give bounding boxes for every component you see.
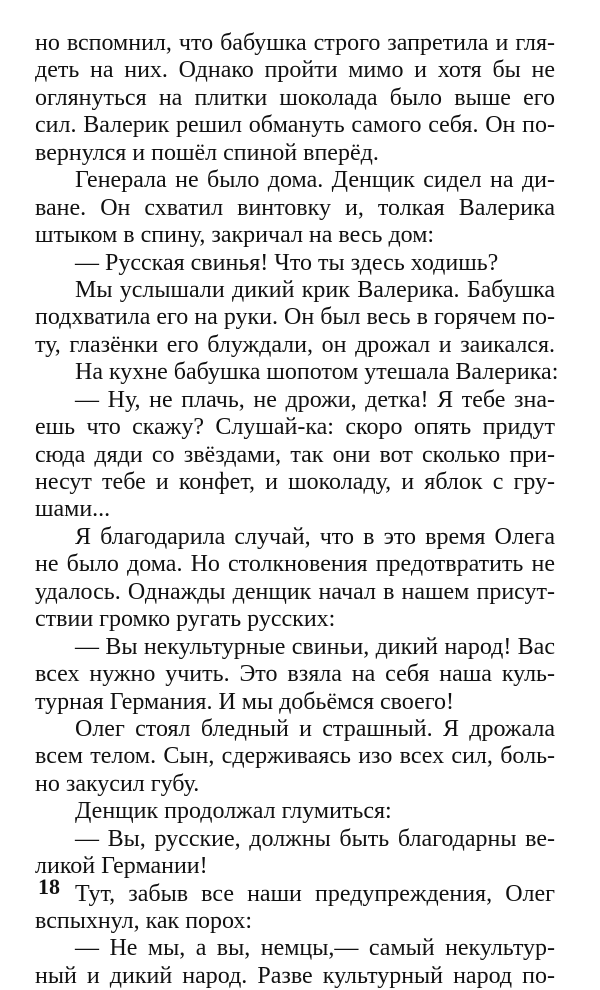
text-line: вернулся и пошёл спиной вперёд. bbox=[35, 139, 379, 166]
text-line: ту, глазёнки его блуждали, он дрожал и заикался. bbox=[35, 331, 555, 358]
text-line: — Вы некультурные свиньи, дикий народ! Вас bbox=[75, 633, 555, 660]
text-line: ный и дикий народ. Разве культурный народ по- bbox=[35, 962, 555, 989]
text-line: шами... bbox=[35, 496, 111, 523]
text-line: сюда дяди со звёздами, так они вот сколько при- bbox=[35, 441, 555, 468]
text-line: — Ну, не плачь, не дрожи, детка! Я тебе зна- bbox=[75, 386, 555, 413]
text-line: — Вы, русские, должны быть благодарны ве- bbox=[75, 825, 555, 852]
text-line: Тут, забыв все наши предупреждения, Олег bbox=[75, 880, 555, 907]
text-line: деть на них. Однако пройти мимо и хотя бы не bbox=[35, 57, 555, 84]
text-line: Генерала не было дома. Денщик сидел на ди- bbox=[75, 167, 555, 194]
text-line: Я благодарила случай, что в это время Олега bbox=[75, 523, 555, 550]
body-text bbox=[35, 30, 559, 990]
text-line: но вспомнил, что бабушка строго запретила и гля- bbox=[35, 30, 555, 56]
text-line: всем телом. Сын, сдерживаясь изо всех сил, боль- bbox=[35, 743, 555, 770]
text-line: но закусил губу. bbox=[35, 770, 200, 797]
text-line: не было дома. Но столкновения предотвратить не bbox=[35, 551, 555, 578]
text-line: оглянуться на плитки шоколада было выше его bbox=[35, 84, 555, 111]
text-line: турная Германия. И мы добьёмся своего! bbox=[35, 688, 454, 715]
text-line: несут тебе и конфет, и шоколаду, и яблок с гру- bbox=[35, 469, 555, 495]
text-line: ешь что скажу? Слушай-ка: скоро опять придут bbox=[35, 414, 555, 441]
text-line: ствии громко ругать русских: bbox=[35, 606, 336, 633]
text-line: ликой Германии! bbox=[35, 853, 208, 880]
text-line: всех нужно учить. Это взяла на себя наша куль- bbox=[35, 661, 555, 688]
text-line: — Не мы, а вы, немцы,— самый некультур- bbox=[75, 935, 555, 962]
text-line: подхватила его на руки. Он был весь в горячем по- bbox=[35, 304, 555, 331]
text-line: Денщик продолжал глумиться: bbox=[75, 798, 392, 825]
text-line: штыком в спину, закричал на весь дом: bbox=[35, 222, 435, 249]
text-line: сил. Валерик решил обмануть самого себя. Он по- bbox=[35, 112, 555, 139]
text-line: вспыхнул, как порох: bbox=[35, 908, 253, 934]
text-line: ване. Он схватил винтовку и, толкая Валерика bbox=[35, 194, 555, 221]
page-number: 18 bbox=[38, 874, 60, 899]
text-line: Мы услышали дикий крик Валерика. Бабушка bbox=[75, 276, 555, 303]
text-line: На кухне бабушка шопотом утешала Валерика: bbox=[75, 359, 559, 386]
text-line: удалось. Однажды денщик начал в нашем присут- bbox=[35, 578, 555, 605]
text-line: Олег стоял бледный и страшный. Я дрожала bbox=[75, 715, 555, 742]
text-line: — Русская свинья! Что ты здесь ходишь? bbox=[75, 249, 499, 276]
